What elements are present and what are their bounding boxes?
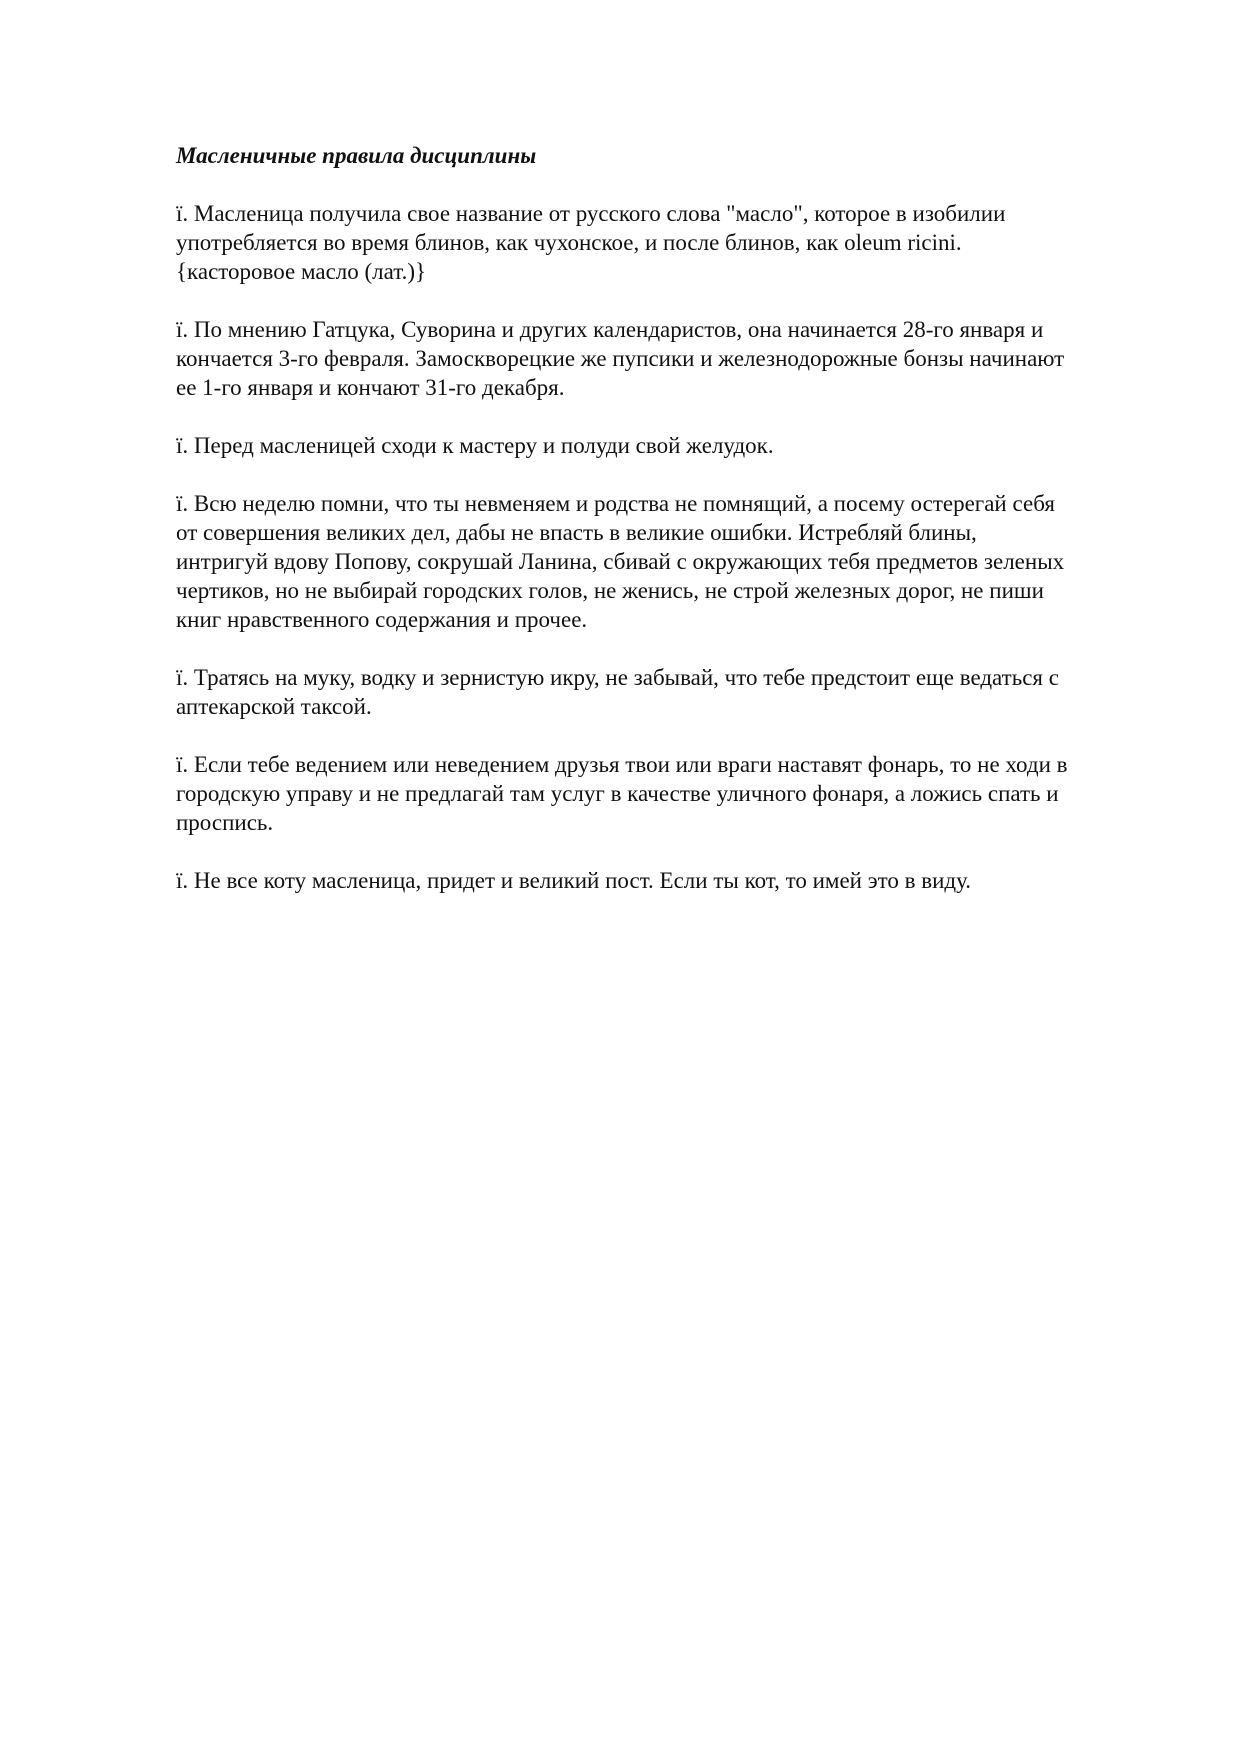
paragraph-line: ї. Перед масленицей сходи к мастеру и полуди свой желудок. [176,433,774,458]
document-title: Масленичные правила дисциплины [176,143,537,168]
paragraph-line: ї. Не все коту масленица, придет и великий пост. Если ты кот, то имей это в виду. [176,868,972,893]
paragraph-line: книг нравственного содержания и прочее. [176,607,588,632]
paragraph-1 [176,199,1156,286]
paragraph-7 [176,866,1156,895]
document-body [176,141,1156,924]
paragraph-line: чертиков, но не выбирай городских голов, не женись, не строй железных дорог, не пиши [176,578,1044,603]
paragraph-line: ее 1-го января и кончают 31-го декабря. [176,375,565,400]
paragraph-line: кончается 3-го февраля. Замоскворецкие же пупсики и железнодорожные бонзы начинают [176,346,1065,371]
paragraph-line: аптекарской таксой. [176,694,372,719]
paragraph-5 [176,663,1156,721]
paragraph-line: от совершения великих дел, дабы не впасть в великие ошибки. Истребляй блины, [176,520,977,545]
paragraph-line: ї. Тратясь на муку, водку и зернистую икру, не забывай, что тебе предстоит еще ведаться с [176,665,1059,690]
paragraph-2 [176,315,1156,402]
paragraph-line: интригуй вдову Попову, сокрушай Ланина, сбивай с окружающих тебя предметов зеленых [176,549,1065,574]
paragraph-line: {касторовое масло (лат.)} [176,259,427,284]
paragraph-line: проспись. [176,810,274,835]
paragraph-6 [176,750,1156,837]
paragraph-line: ї. Всю неделю помни, что ты невменяем и родства не помнящий, а посему остерегай себя [176,491,1055,516]
paragraph-4 [176,489,1156,634]
paragraph-line: ї. По мнению Гатцука, Суворина и других календаристов, она начинается 28-го января и [176,317,1044,342]
paragraph-line: ї. Если тебе ведением или неведением друзья твои или враги наставят фонарь, то не ходи в [176,752,1068,777]
paragraph-line: городскую управу и не предлагай там услуг в качестве уличного фонаря, а ложись спать и [176,781,1059,806]
paragraph-line: употребляется во время блинов, как чухонское, и после блинов, как oleum ricini. [176,230,962,255]
paragraph-3 [176,431,1156,460]
paragraph-line: ї. Масленица получила свое название от русского слова "масло", которое в изобилии [176,201,1006,226]
